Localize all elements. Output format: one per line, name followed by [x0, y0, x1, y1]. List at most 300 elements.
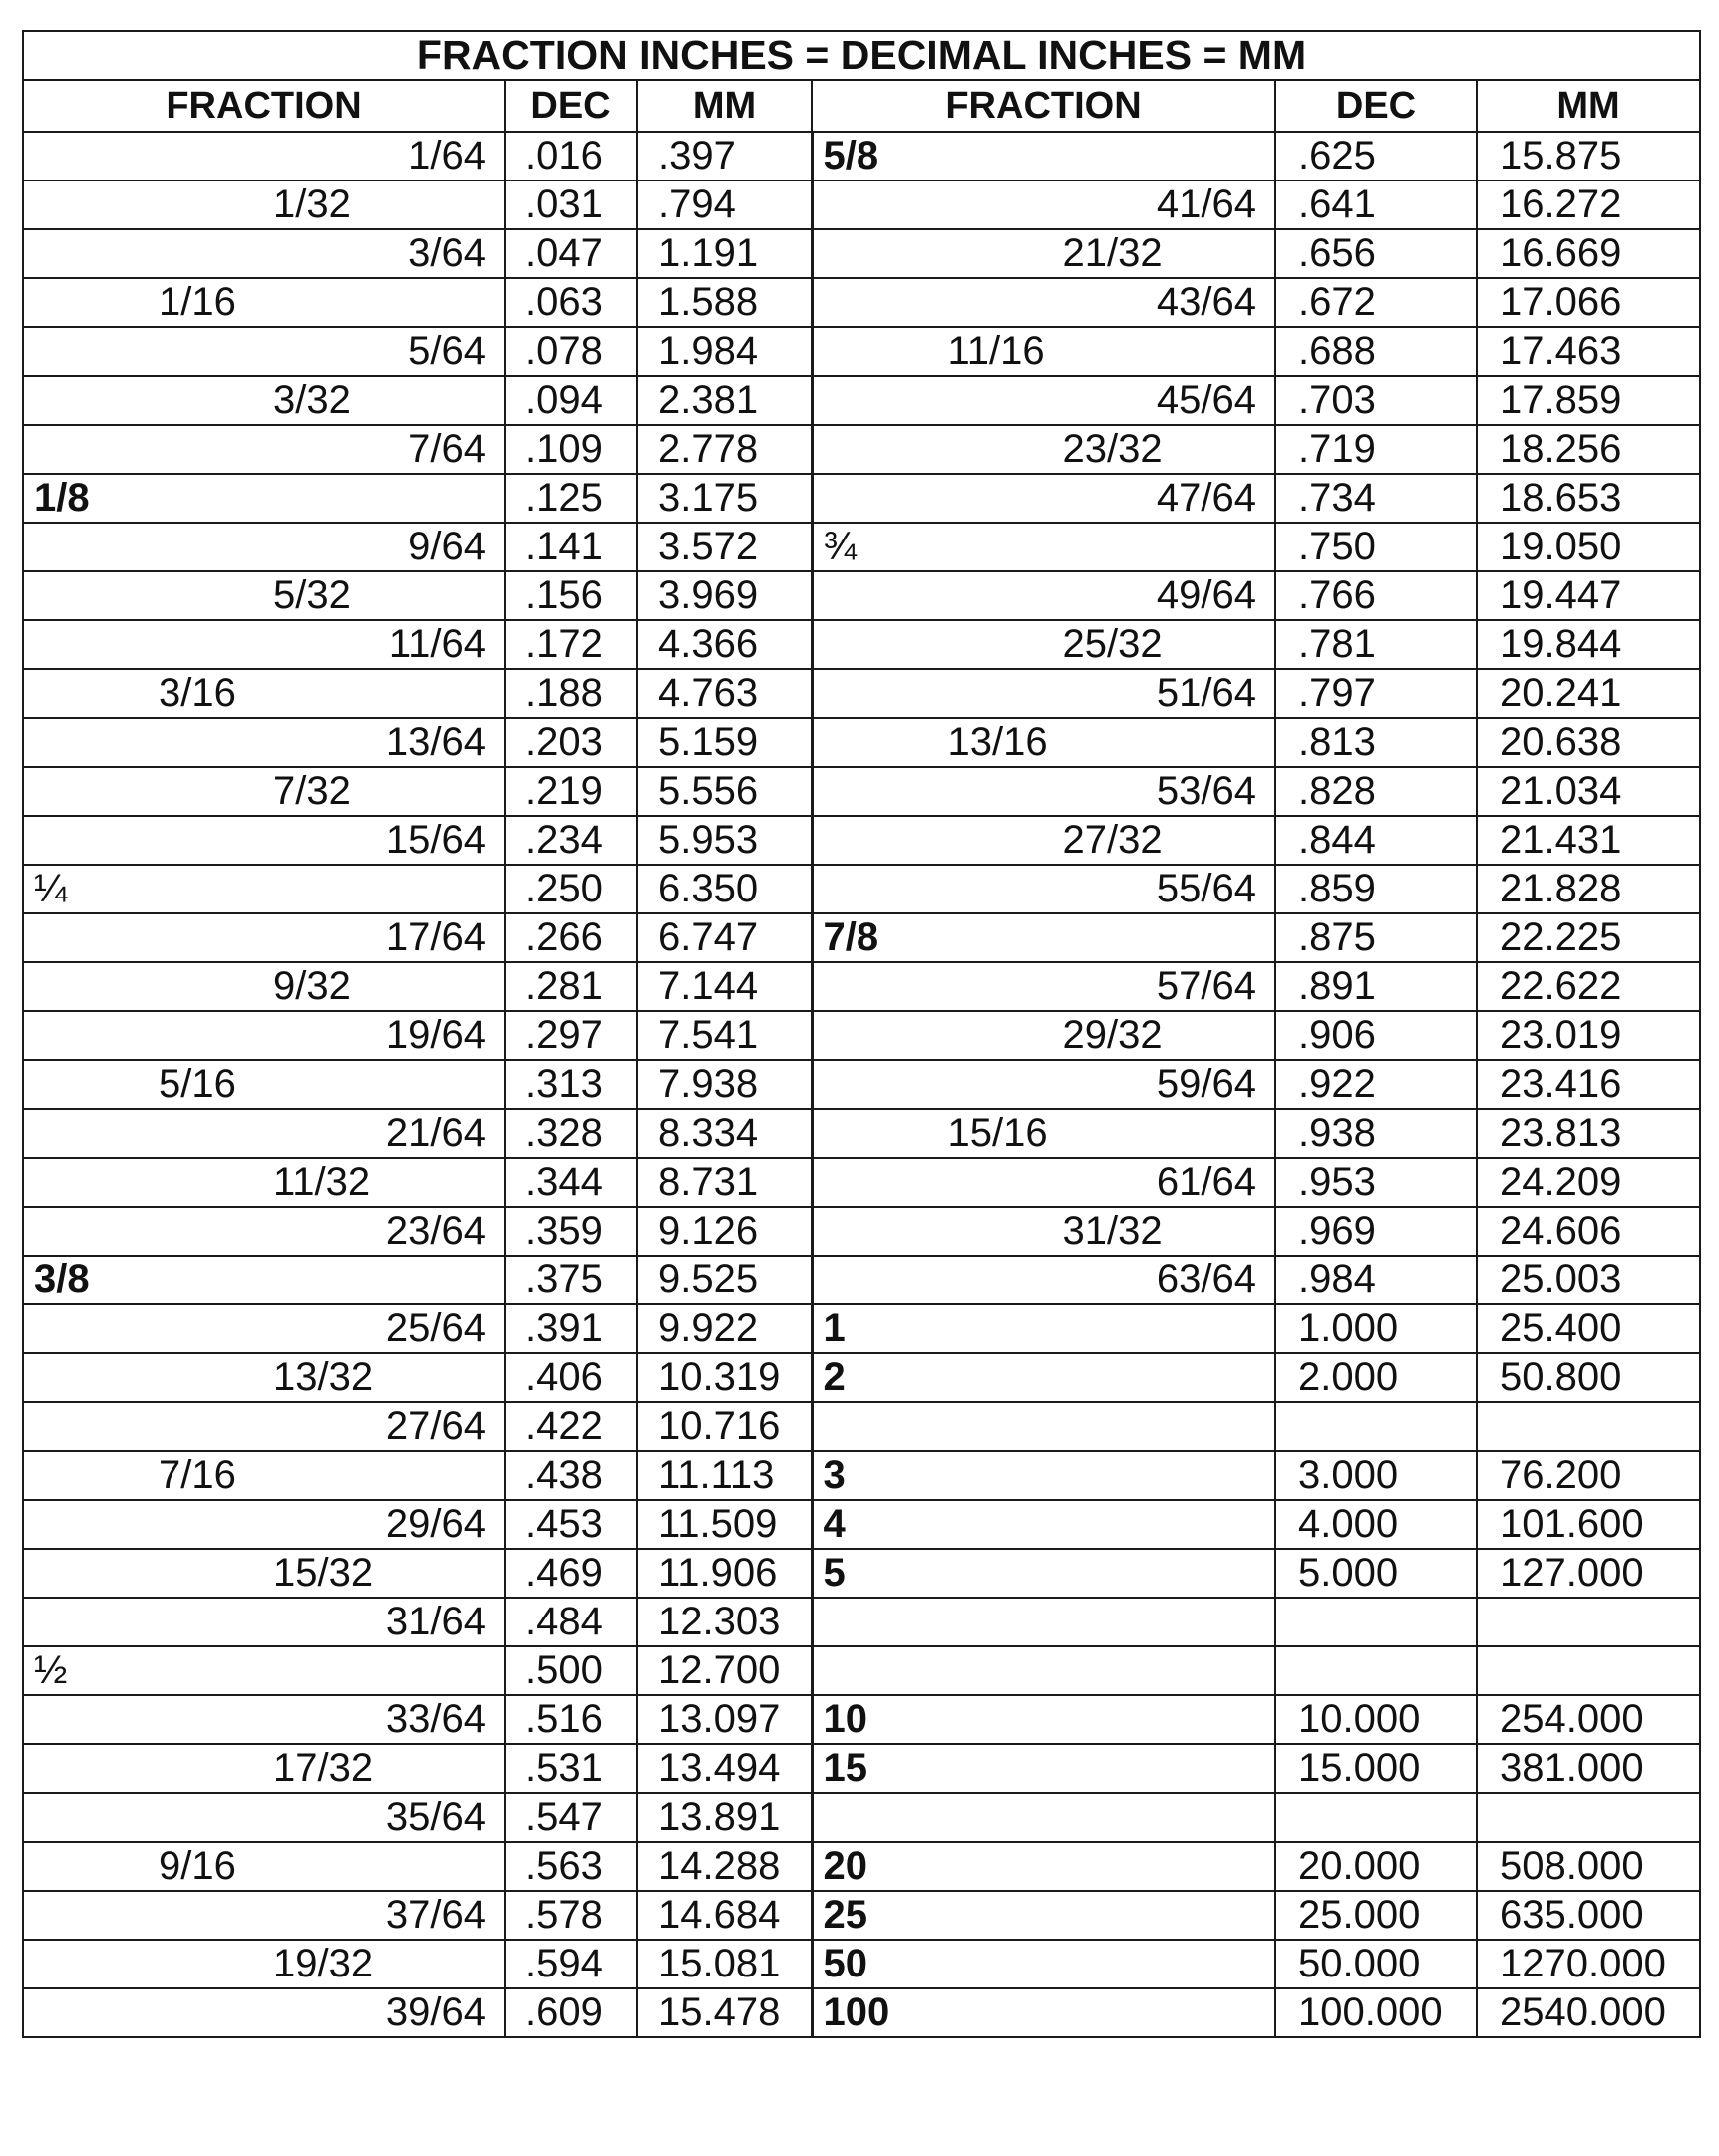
left-fraction-cell — [23, 1646, 505, 1695]
left-dec-cell: .484 — [505, 1598, 637, 1646]
left-mm-cell: 15.081 — [637, 1940, 812, 1988]
right-fraction-cell — [812, 865, 1275, 913]
left-fraction-cell — [23, 1842, 505, 1891]
left-fraction-value: 9/32 — [273, 964, 351, 1008]
left-mm-cell: 9.126 — [637, 1207, 812, 1256]
left-fraction-value: 27/64 — [385, 1404, 486, 1448]
left-fraction-value: 5/32 — [273, 573, 351, 617]
right-fraction-value: 5/8 — [823, 134, 879, 178]
left-fraction-cell — [23, 620, 505, 669]
table-row — [23, 425, 1700, 474]
left-mm-cell: 3.969 — [637, 571, 812, 620]
left-fraction-cell — [23, 376, 505, 425]
table-row — [23, 1793, 1700, 1842]
left-dec-cell: .344 — [505, 1158, 637, 1207]
right-mm-cell: 17.859 — [1477, 376, 1700, 425]
left-dec-cell: .281 — [505, 962, 637, 1011]
right-dec-cell — [1275, 1646, 1477, 1695]
right-mm-cell: 50.800 — [1477, 1353, 1700, 1402]
right-fraction-value: 5 — [823, 1551, 846, 1595]
left-fraction-cell — [23, 913, 505, 962]
left-dec-cell: .422 — [505, 1402, 637, 1451]
right-fraction-cell — [812, 1353, 1275, 1402]
left-fraction-cell — [23, 1891, 505, 1940]
left-mm-cell: 12.700 — [637, 1646, 812, 1695]
conversion-sheet — [22, 30, 1699, 2038]
left-fraction-cell — [23, 523, 505, 571]
left-dec-cell: .047 — [505, 229, 637, 278]
left-fraction-value: 19/32 — [273, 1942, 374, 1985]
right-fraction-value: 1 — [823, 1306, 846, 1350]
right-fraction-value: 15/16 — [947, 1111, 1048, 1155]
right-fraction-value: 45/64 — [1156, 378, 1256, 422]
right-mm-cell: 16.669 — [1477, 229, 1700, 278]
left-fraction-cell — [23, 571, 505, 620]
left-fraction-cell — [23, 816, 505, 865]
left-fraction-cell — [23, 180, 505, 229]
left-fraction-value: ½ — [34, 1648, 68, 1692]
right-mm-cell: 23.416 — [1477, 1060, 1700, 1109]
table-row — [23, 1402, 1700, 1451]
left-fraction-value: 17/32 — [273, 1746, 374, 1790]
left-fraction-cell — [23, 962, 505, 1011]
right-mm-cell: 381.000 — [1477, 1744, 1700, 1793]
table-row — [23, 1158, 1700, 1207]
right-fraction-value: 43/64 — [1156, 280, 1256, 324]
table-row — [23, 865, 1700, 913]
right-fraction-cell — [812, 425, 1275, 474]
left-mm-cell: 4.763 — [637, 669, 812, 718]
right-fraction-value: 31/32 — [1062, 1209, 1163, 1253]
left-dec-cell: .031 — [505, 180, 637, 229]
left-dec-cell: .297 — [505, 1011, 637, 1060]
left-fraction-value: 13/32 — [273, 1355, 374, 1399]
right-mm-cell: 22.225 — [1477, 913, 1700, 962]
left-mm-cell: 5.159 — [637, 718, 812, 767]
header-mm-right: MM — [1477, 80, 1700, 132]
right-dec-cell: .859 — [1275, 865, 1477, 913]
left-fraction-value: 9/16 — [159, 1844, 236, 1888]
right-mm-cell: 19.447 — [1477, 571, 1700, 620]
table-row — [23, 1842, 1700, 1891]
right-fraction-value: 4 — [823, 1502, 846, 1546]
header-mm-left: MM — [637, 80, 812, 132]
right-mm-cell: 19.844 — [1477, 620, 1700, 669]
table-row — [23, 571, 1700, 620]
left-dec-cell: .016 — [505, 132, 637, 180]
right-mm-cell: 20.241 — [1477, 669, 1700, 718]
right-fraction-value: 10 — [823, 1697, 867, 1741]
left-mm-cell: 9.922 — [637, 1304, 812, 1353]
left-mm-cell: 7.938 — [637, 1060, 812, 1109]
left-mm-cell: 4.366 — [637, 620, 812, 669]
right-dec-cell: .781 — [1275, 620, 1477, 669]
right-fraction-value: 13/16 — [947, 720, 1048, 764]
right-dec-cell — [1275, 1793, 1477, 1842]
table-row — [23, 1695, 1700, 1744]
table-row — [23, 1011, 1700, 1060]
left-dec-cell: .531 — [505, 1744, 637, 1793]
right-fraction-cell — [812, 327, 1275, 376]
left-mm-cell: 7.144 — [637, 962, 812, 1011]
right-mm-cell: 25.003 — [1477, 1256, 1700, 1304]
left-fraction-value: 29/64 — [385, 1502, 486, 1546]
left-mm-cell: 11.509 — [637, 1500, 812, 1549]
right-fraction-cell — [812, 962, 1275, 1011]
right-mm-cell — [1477, 1793, 1700, 1842]
right-dec-cell: .672 — [1275, 278, 1477, 327]
right-fraction-value: 21/32 — [1062, 231, 1163, 275]
left-dec-cell: .578 — [505, 1891, 637, 1940]
left-mm-cell: 1.588 — [637, 278, 812, 327]
left-fraction-cell — [23, 1500, 505, 1549]
right-fraction-cell — [812, 1988, 1275, 2037]
right-fraction-cell — [812, 1060, 1275, 1109]
left-dec-cell: .547 — [505, 1793, 637, 1842]
right-dec-cell: 1.000 — [1275, 1304, 1477, 1353]
left-fraction-cell — [23, 132, 505, 180]
right-fraction-value: 59/64 — [1156, 1062, 1256, 1106]
right-fraction-cell — [812, 1646, 1275, 1695]
right-fraction-cell — [812, 1549, 1275, 1598]
table-row — [23, 1646, 1700, 1695]
left-mm-cell: 1.984 — [637, 327, 812, 376]
left-mm-cell: 3.175 — [637, 474, 812, 523]
left-mm-cell: 2.381 — [637, 376, 812, 425]
left-fraction-cell — [23, 1109, 505, 1158]
table-row — [23, 474, 1700, 523]
left-fraction-cell — [23, 425, 505, 474]
right-fraction-cell — [812, 571, 1275, 620]
left-dec-cell: .359 — [505, 1207, 637, 1256]
right-fraction-cell — [812, 132, 1275, 180]
right-fraction-cell — [812, 1158, 1275, 1207]
left-dec-cell: .406 — [505, 1353, 637, 1402]
left-fraction-cell — [23, 1207, 505, 1256]
right-fraction-value: 3 — [823, 1453, 846, 1497]
left-dec-cell: .453 — [505, 1500, 637, 1549]
left-mm-cell: 8.334 — [637, 1109, 812, 1158]
right-dec-cell: 50.000 — [1275, 1940, 1477, 1988]
right-fraction-value: 11/16 — [947, 329, 1045, 373]
table-row — [23, 1256, 1700, 1304]
table-row — [23, 1940, 1700, 1988]
right-dec-cell: .875 — [1275, 913, 1477, 962]
header-fraction-right: FRACTION — [812, 80, 1275, 132]
left-dec-cell: .266 — [505, 913, 637, 962]
left-mm-cell: 10.319 — [637, 1353, 812, 1402]
right-fraction-value: 25/32 — [1062, 622, 1163, 666]
left-fraction-value: 17/64 — [385, 915, 486, 959]
table-row — [23, 620, 1700, 669]
left-mm-cell: 3.572 — [637, 523, 812, 571]
right-mm-cell: 21.828 — [1477, 865, 1700, 913]
left-fraction-value: 13/64 — [385, 720, 486, 764]
table-row — [23, 962, 1700, 1011]
table-row — [23, 669, 1700, 718]
left-dec-cell: .469 — [505, 1549, 637, 1598]
right-fraction-value: 20 — [823, 1844, 867, 1888]
left-dec-cell: .063 — [505, 278, 637, 327]
left-fraction-cell — [23, 327, 505, 376]
left-fraction-cell — [23, 1060, 505, 1109]
table-row — [23, 523, 1700, 571]
right-mm-cell: 21.034 — [1477, 767, 1700, 816]
right-dec-cell: 100.000 — [1275, 1988, 1477, 2037]
right-fraction-cell — [812, 523, 1275, 571]
left-fraction-value: 5/16 — [159, 1062, 236, 1106]
table-row — [23, 1891, 1700, 1940]
left-mm-cell: 11.906 — [637, 1549, 812, 1598]
table-row — [23, 1500, 1700, 1549]
left-mm-cell: 9.525 — [637, 1256, 812, 1304]
right-fraction-value: 15 — [823, 1746, 867, 1790]
right-fraction-value: 50 — [823, 1942, 867, 1985]
left-mm-cell: 7.541 — [637, 1011, 812, 1060]
table-row — [23, 913, 1700, 962]
left-dec-cell: .563 — [505, 1842, 637, 1891]
right-fraction-value: 51/64 — [1156, 671, 1256, 715]
right-mm-cell: 25.400 — [1477, 1304, 1700, 1353]
right-fraction-cell — [812, 1402, 1275, 1451]
left-fraction-value: 31/64 — [385, 1600, 486, 1643]
right-fraction-cell — [812, 718, 1275, 767]
left-mm-cell: 5.953 — [637, 816, 812, 865]
left-dec-cell: .516 — [505, 1695, 637, 1744]
left-dec-cell: .500 — [505, 1646, 637, 1695]
left-fraction-cell — [23, 229, 505, 278]
right-fraction-cell — [812, 1695, 1275, 1744]
table-row — [23, 1744, 1700, 1793]
left-mm-cell: 5.556 — [637, 767, 812, 816]
right-mm-cell: 127.000 — [1477, 1549, 1700, 1598]
right-mm-cell: 635.000 — [1477, 1891, 1700, 1940]
right-fraction-cell — [812, 229, 1275, 278]
left-fraction-cell — [23, 278, 505, 327]
left-dec-cell: .188 — [505, 669, 637, 718]
left-dec-cell: .375 — [505, 1256, 637, 1304]
right-dec-cell: .906 — [1275, 1011, 1477, 1060]
left-fraction-value: 11/32 — [273, 1160, 371, 1204]
right-dec-cell: .938 — [1275, 1109, 1477, 1158]
table-row — [23, 278, 1700, 327]
left-fraction-value: 1/16 — [159, 280, 236, 324]
table-row — [23, 327, 1700, 376]
left-fraction-value: 3/8 — [34, 1258, 90, 1301]
left-fraction-cell — [23, 1598, 505, 1646]
left-fraction-cell — [23, 865, 505, 913]
right-dec-cell: 2.000 — [1275, 1353, 1477, 1402]
right-fraction-value: 53/64 — [1156, 769, 1256, 813]
right-dec-cell: .719 — [1275, 425, 1477, 474]
left-mm-cell: 15.478 — [637, 1988, 812, 2037]
table-row — [23, 767, 1700, 816]
right-mm-cell — [1477, 1646, 1700, 1695]
right-fraction-value: 29/32 — [1062, 1013, 1163, 1057]
right-dec-cell: 3.000 — [1275, 1451, 1477, 1500]
left-fraction-cell — [23, 1353, 505, 1402]
right-fraction-value: 2 — [823, 1355, 846, 1399]
right-mm-cell: 22.622 — [1477, 962, 1700, 1011]
table-row — [23, 1060, 1700, 1109]
table-row — [23, 1598, 1700, 1646]
left-dec-cell: .156 — [505, 571, 637, 620]
left-fraction-cell — [23, 1988, 505, 2037]
left-fraction-cell — [23, 767, 505, 816]
left-mm-cell: 2.778 — [637, 425, 812, 474]
left-fraction-value: ¼ — [34, 867, 68, 910]
right-fraction-cell — [812, 1256, 1275, 1304]
right-fraction-value: 27/32 — [1062, 818, 1163, 862]
table-row — [23, 1353, 1700, 1402]
right-dec-cell: .844 — [1275, 816, 1477, 865]
left-mm-cell: 10.716 — [637, 1402, 812, 1451]
left-mm-cell: 13.494 — [637, 1744, 812, 1793]
table-row — [23, 1451, 1700, 1500]
left-mm-cell: 6.747 — [637, 913, 812, 962]
right-mm-cell: 15.875 — [1477, 132, 1700, 180]
conversion-table — [22, 30, 1701, 2038]
left-fraction-cell — [23, 1256, 505, 1304]
right-mm-cell — [1477, 1598, 1700, 1646]
left-mm-cell: 8.731 — [637, 1158, 812, 1207]
left-dec-cell: .141 — [505, 523, 637, 571]
left-dec-cell: .109 — [505, 425, 637, 474]
right-fraction-cell — [812, 1940, 1275, 1988]
right-dec-cell: 20.000 — [1275, 1842, 1477, 1891]
left-fraction-value: 39/64 — [385, 1990, 486, 2034]
table-row — [23, 1549, 1700, 1598]
right-dec-cell: .656 — [1275, 229, 1477, 278]
right-fraction-cell — [812, 913, 1275, 962]
left-dec-cell: .438 — [505, 1451, 637, 1500]
right-mm-cell: 17.066 — [1477, 278, 1700, 327]
right-mm-cell — [1477, 1402, 1700, 1451]
table-row — [23, 1988, 1700, 2037]
right-fraction-cell — [812, 1891, 1275, 1940]
right-fraction-cell — [812, 376, 1275, 425]
right-mm-cell: 21.431 — [1477, 816, 1700, 865]
table-row — [23, 1207, 1700, 1256]
right-dec-cell: .641 — [1275, 180, 1477, 229]
right-mm-cell: 24.209 — [1477, 1158, 1700, 1207]
right-dec-cell: .734 — [1275, 474, 1477, 523]
left-dec-cell: .594 — [505, 1940, 637, 1988]
right-fraction-cell — [812, 1793, 1275, 1842]
right-mm-cell: 2540.000 — [1477, 1988, 1700, 2037]
left-fraction-cell — [23, 1940, 505, 1988]
table-row — [23, 180, 1700, 229]
left-fraction-cell — [23, 1158, 505, 1207]
header-fraction-left: FRACTION — [23, 80, 505, 132]
right-fraction-cell — [812, 1207, 1275, 1256]
left-fraction-value: 21/64 — [385, 1111, 486, 1155]
left-dec-cell: .203 — [505, 718, 637, 767]
left-fraction-value: 3/16 — [159, 671, 236, 715]
left-fraction-cell — [23, 474, 505, 523]
right-fraction-value: 63/64 — [1156, 1258, 1256, 1301]
left-fraction-cell — [23, 718, 505, 767]
right-fraction-cell — [812, 669, 1275, 718]
right-dec-cell: .766 — [1275, 571, 1477, 620]
right-dec-cell: 5.000 — [1275, 1549, 1477, 1598]
right-dec-cell: .688 — [1275, 327, 1477, 376]
right-dec-cell: .969 — [1275, 1207, 1477, 1256]
left-fraction-cell — [23, 1695, 505, 1744]
left-fraction-cell — [23, 1304, 505, 1353]
table-row — [23, 1304, 1700, 1353]
left-fraction-value: 19/64 — [385, 1013, 486, 1057]
right-dec-cell: 25.000 — [1275, 1891, 1477, 1940]
right-fraction-cell — [812, 180, 1275, 229]
right-mm-cell: 23.019 — [1477, 1011, 1700, 1060]
left-mm-cell: 6.350 — [637, 865, 812, 913]
left-fraction-value: 15/64 — [385, 818, 486, 862]
table-row — [23, 1109, 1700, 1158]
right-fraction-value: 23/32 — [1062, 427, 1163, 471]
right-dec-cell: .703 — [1275, 376, 1477, 425]
right-mm-cell: 254.000 — [1477, 1695, 1700, 1744]
left-fraction-value: 1/8 — [34, 476, 90, 520]
left-mm-cell: 12.303 — [637, 1598, 812, 1646]
right-dec-cell: .813 — [1275, 718, 1477, 767]
right-fraction-value: ¾ — [823, 525, 857, 568]
table-body — [23, 132, 1700, 2037]
left-fraction-value: 11/64 — [388, 622, 486, 666]
left-fraction-cell — [23, 1011, 505, 1060]
right-dec-cell: .984 — [1275, 1256, 1477, 1304]
right-fraction-cell — [812, 620, 1275, 669]
right-mm-cell: 508.000 — [1477, 1842, 1700, 1891]
left-fraction-cell — [23, 1744, 505, 1793]
right-fraction-value: 47/64 — [1156, 476, 1256, 520]
table-title: FRACTION INCHES = DECIMAL INCHES = MM — [23, 31, 1700, 80]
left-dec-cell: .094 — [505, 376, 637, 425]
right-dec-cell: 10.000 — [1275, 1695, 1477, 1744]
left-fraction-value: 15/32 — [273, 1551, 374, 1595]
left-dec-cell: .250 — [505, 865, 637, 913]
left-fraction-value: 1/32 — [273, 182, 351, 226]
right-fraction-value: 55/64 — [1156, 867, 1256, 910]
left-fraction-cell — [23, 669, 505, 718]
right-mm-cell: 76.200 — [1477, 1451, 1700, 1500]
right-mm-cell: 24.606 — [1477, 1207, 1700, 1256]
right-dec-cell: .891 — [1275, 962, 1477, 1011]
left-fraction-value: 1/64 — [408, 134, 486, 178]
right-fraction-cell — [812, 1744, 1275, 1793]
right-dec-cell: .922 — [1275, 1060, 1477, 1109]
left-dec-cell: .609 — [505, 1988, 637, 2037]
left-dec-cell: .219 — [505, 767, 637, 816]
left-mm-cell: 13.891 — [637, 1793, 812, 1842]
table-row — [23, 718, 1700, 767]
left-dec-cell: .078 — [505, 327, 637, 376]
right-fraction-value: 100 — [823, 1990, 890, 2034]
left-fraction-value: 35/64 — [385, 1795, 486, 1839]
left-mm-cell: 1.191 — [637, 229, 812, 278]
left-fraction-value: 9/64 — [408, 525, 486, 568]
table-row — [23, 376, 1700, 425]
left-fraction-value: 7/16 — [159, 1453, 236, 1497]
left-fraction-value: 23/64 — [385, 1209, 486, 1253]
right-fraction-cell — [812, 767, 1275, 816]
right-dec-cell: .953 — [1275, 1158, 1477, 1207]
header-dec-right: DEC — [1275, 80, 1477, 132]
right-fraction-cell — [812, 278, 1275, 327]
right-fraction-cell — [812, 1011, 1275, 1060]
left-dec-cell: .234 — [505, 816, 637, 865]
left-dec-cell: .125 — [505, 474, 637, 523]
